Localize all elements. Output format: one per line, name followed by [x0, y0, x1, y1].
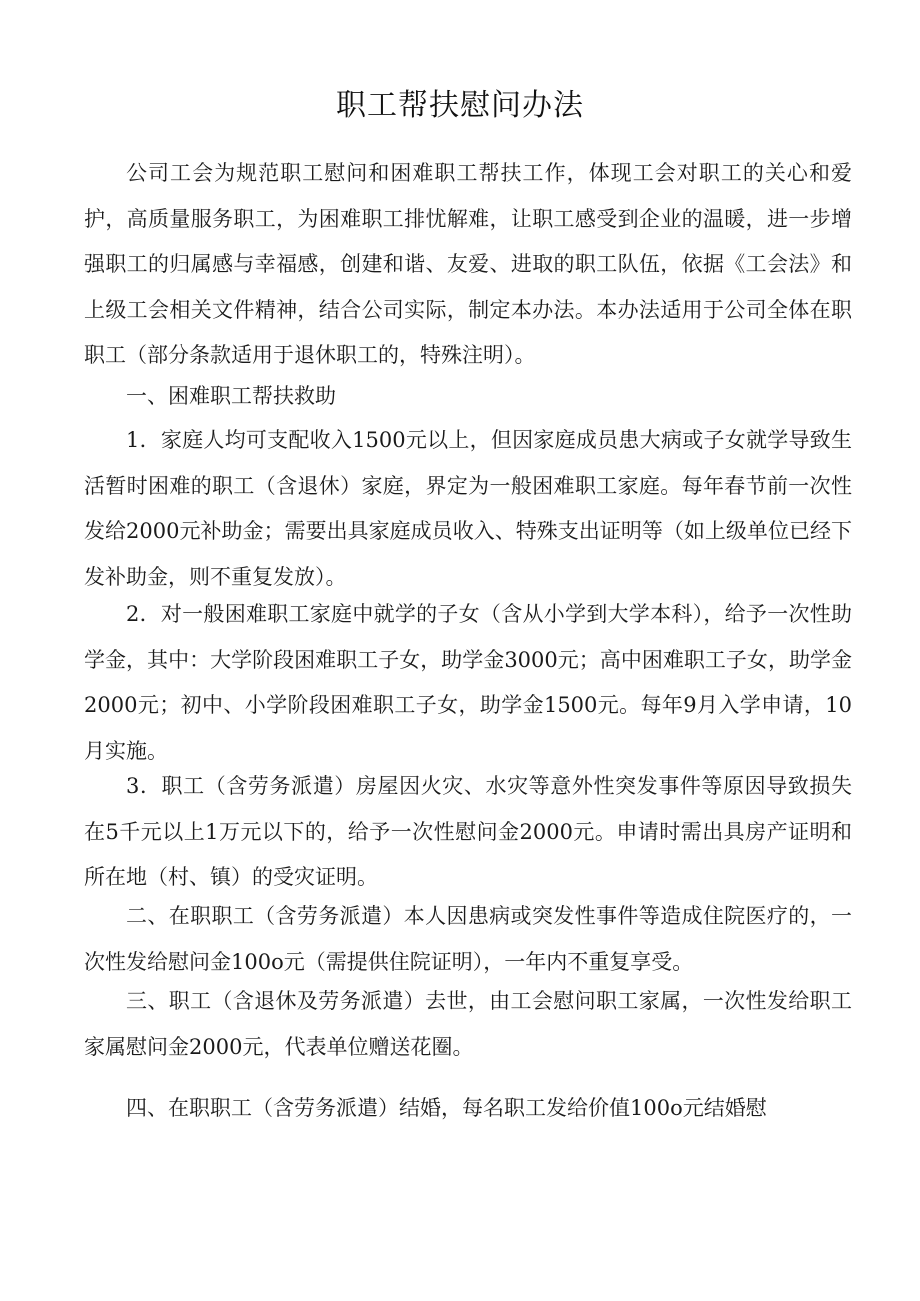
section-heading-hardship-aid: 一、困难职工帮扶救助: [126, 384, 336, 408]
intro-paragraph: 公司工会为规范职工慰问和困难职工帮扶工作，体现工会对职工的关心和爱护，高质量服务职工，为困难职工排忧解难，让职工感受到企业的温暖，进一步增强职工的归属感与幸福感，创建和谐、友爱、进取的职工队伍，依据《工会法》和上级工会相关文件精神，结合公司实际，制定本办法。本办法适用于公司全体在职职工（部分条款适用于退休职工的，特殊注明）。: [84, 161, 852, 367]
clause-3-paragraph: 3．职工（含劳务派遣）房屋因火灾、水灾等意外性突发事件等原因导致损失在5千元以上1万元以下的，给予一次性慰问金2000元。申请时需出具房产证明和所在地（村、镇）的受灾证明。: [84, 774, 852, 889]
document-title: 职工帮扶慰问办法: [336, 88, 584, 123]
section-3-paragraph: 三、职工（含退休及劳务派遣）去世，由工会慰问职工家属，一次性发给职工家属慰问金2000元，代表单位赠送花圈。: [84, 989, 852, 1059]
clause-2-paragraph: 2．对一般困难职工家庭中就学的子女（含从小学到大学本科），给予一次性助学金，其中：大学阶段困难职工子女，助学金3000元；高中困难职工子女，助学金2000元；初中、小学阶段困难职工子女，助学金1500元。每年9月入学申请，10月实施。: [84, 602, 852, 763]
section-2-paragraph: 二、在职职工（含劳务派遣）本人因患病或突发性事件等造成住院医疗的，一次性发给慰问金100o元（需提供住院证明），一年内不重复享受。: [84, 904, 852, 974]
section-4-paragraph: 四、在职职工（含劳务派遣）结婚，每名职工发给价值100o元结婚慰: [126, 1096, 767, 1120]
clause-1-paragraph: 1．家庭人均可支配收入1500元以上，但因家庭成员患大病或子女就学导致生活暂时困难的职工（含退休）家庭，界定为一般困难职工家庭。每年春节前一次性发给2000元补助金；需要出具家庭成员收入、特殊支出证明等（如上级单位已经下发补助金，则不重复发放）。: [84, 428, 852, 589]
